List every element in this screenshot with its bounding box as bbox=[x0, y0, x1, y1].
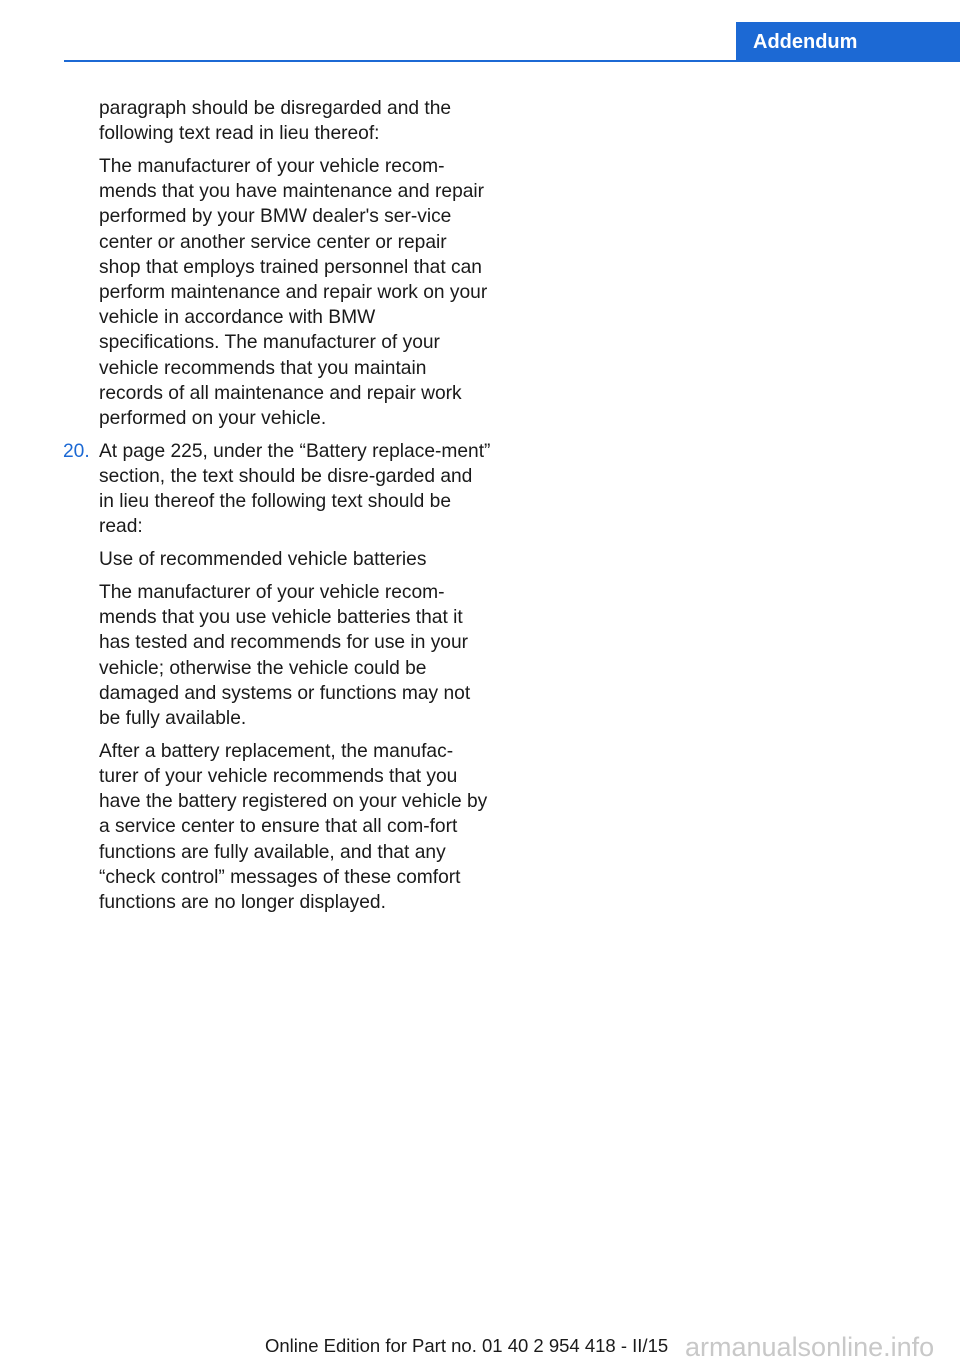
paragraph-continuation: paragraph should be disregarded and the following text read in lieu thereof: bbox=[99, 98, 452, 145]
paragraph-batteries: The manufacturer of your vehicle recom-mends that you use vehicle batteries that it has tested and recommends for use in your vehicle; otherwise the vehicle could be damaged and systems or functions may not be fully available. bbox=[99, 582, 471, 730]
paragraph-subheading: Use of recommended vehicle batteries bbox=[99, 549, 427, 571]
watermark: armanualsonline.info bbox=[685, 1332, 935, 1362]
footer-edition: Online Edition for Part no. 01 40 2 954 418 - II/15 bbox=[265, 1335, 669, 1356]
numbered-item-20 bbox=[63, 439, 491, 540]
paragraph-maintenance: The manufacturer of your vehicle recom-mends that you have maintenance and repair performed by your BMW dealer's ser-vice center or another service center or repair shop that employs trained personnel that can perform maintenance and repair work on your vehicle in accordance with BMW specifications. The manufacturer of your vehicle recommends that you maintain records of all maintenance and repair work performed on your vehicle. bbox=[99, 156, 488, 430]
section-tab bbox=[736, 22, 960, 62]
section-label: Addendum bbox=[753, 31, 858, 53]
paragraph-replacement: After a battery replacement, the manufac-turer of your vehicle recommends that you have the battery registered on your vehicle by a service center to ensure that all com-fort functions are fully available, and that any “check control” messages of these comfort functions are no longer displayed. bbox=[99, 740, 488, 914]
item-text: At page 225, under the “Battery replace-ment” section, the text should be disre-garded and in lieu thereof the following text should be read: bbox=[99, 440, 491, 538]
page-content bbox=[63, 96, 491, 923]
item-number: 20. bbox=[63, 440, 90, 462]
